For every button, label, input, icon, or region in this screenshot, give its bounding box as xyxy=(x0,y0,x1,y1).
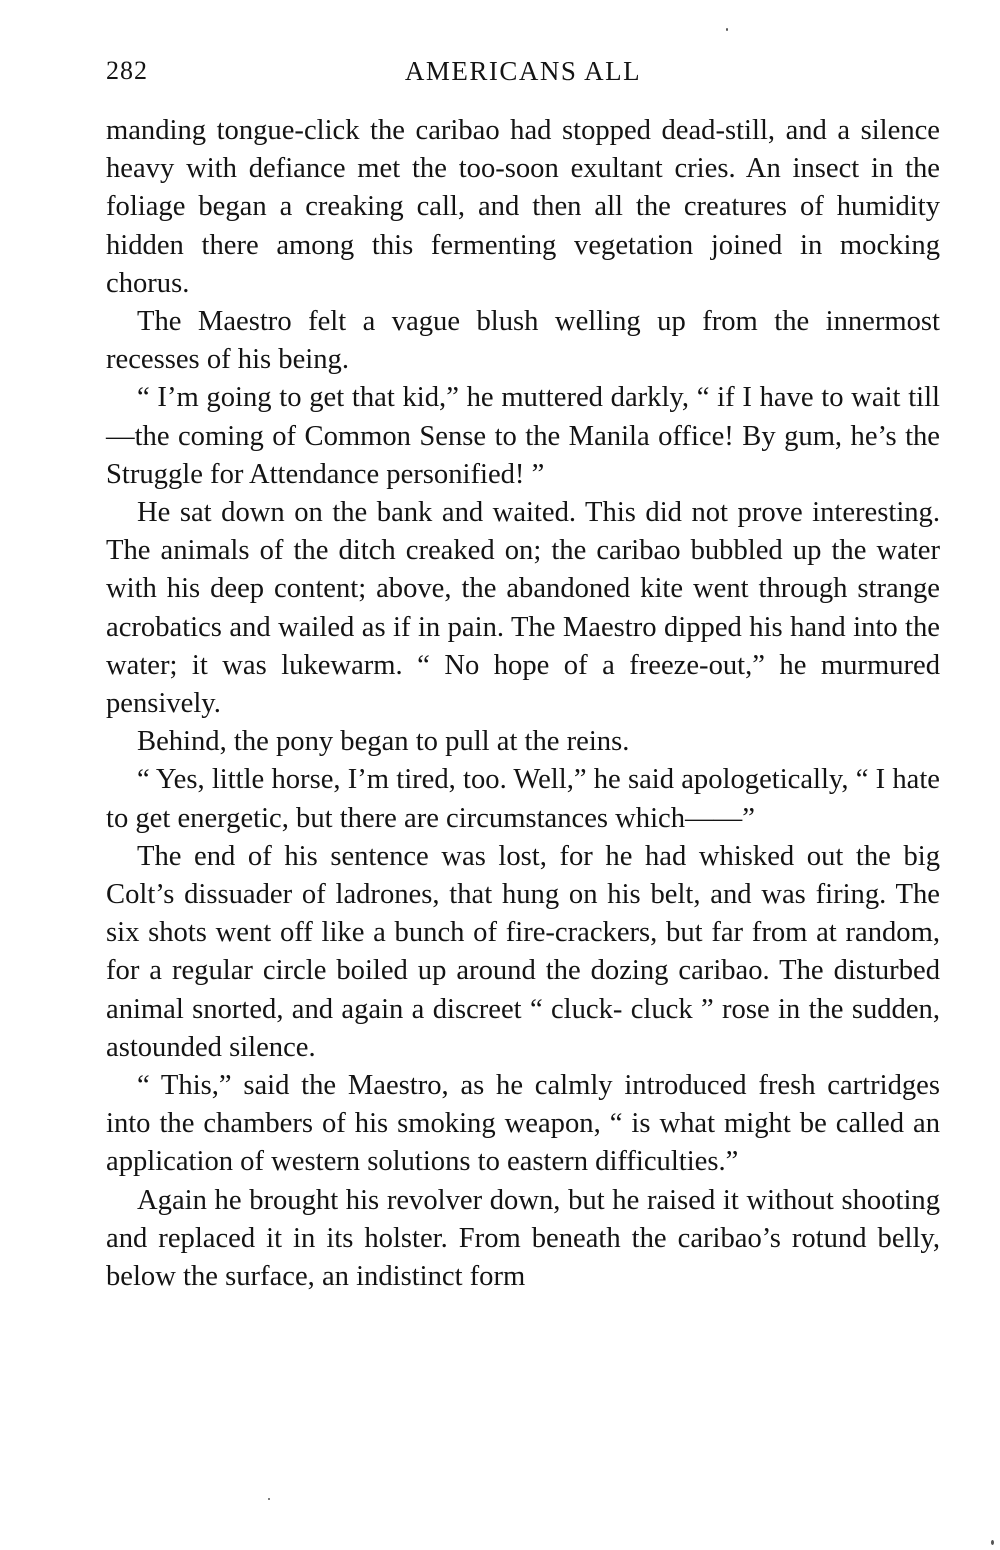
paragraph: manding tongue-click the caribao had stopped dead-still, and a silence heavy with defiance met the too-soon exultant cries. An insect in the foliage began a creaking call, and then all the creatures of humidity hidden there among this fermenting vegetation joined in mocking chorus. xyxy=(106,115,940,299)
paragraph: Behind, the pony began to pull at the reins. xyxy=(137,726,630,758)
scan-speck xyxy=(991,1540,994,1545)
paragraph: “ I’m going to get that kid,” he muttered darkly, “ if I have to wait till—the coming of Common Sense to the Manila office! By gum, he’s the Struggle for Attendance personified! ” xyxy=(106,382,940,490)
running-head xyxy=(106,56,940,96)
paragraph: The end of his sentence was lost, for he had whisked out the big Colt’s dissuader of ladrones, that hung on his belt, and was firing. The six shots went off like a bunch of fire-crackers, but far from at random, for a regular circle boiled up around the dozing caribao. The disturbed animal snorted, and again a discreet “ cluck- cluck ” rose in the sudden, astounded silence. xyxy=(106,840,940,1063)
page-number: 282 xyxy=(106,56,148,85)
paragraph: The Maestro felt a vague blush welling up from the innermost recesses of his being. xyxy=(106,306,940,376)
running-title: AMERICANS ALL xyxy=(404,56,642,86)
paragraph: He sat down on the bank and waited. This did not prove interesting. The animals of the ditch creaked on; the caribao bubbled up the water with his deep content; above, the abandoned kite went through strange acrobatics and wailed as if in pain. The Maestro dipped his hand into the water; it was lukewarm. “ No hope of a freeze-out,” he murmured pensively. xyxy=(106,497,940,720)
body-text xyxy=(106,112,940,1296)
paragraph: “ This,” said the Maestro, as he calmly introduced fresh cartridges into the chambers of his smoking weapon, “ is what might be called an application of western solutions to eastern difficulties.” xyxy=(106,1070,940,1178)
scan-speck xyxy=(268,1498,270,1500)
paragraph: “ Yes, little horse, I’m tired, too. Well,” he said apologetically, “ I hate to get energetic, but there are circumstances which——” xyxy=(106,764,940,834)
scan-speck xyxy=(726,28,728,31)
paragraph: Again he brought his revolver down, but he raised it without shooting and replaced it in its holster. From beneath the caribao’s rotund belly, below the surface, an indistinct form xyxy=(106,1184,940,1293)
